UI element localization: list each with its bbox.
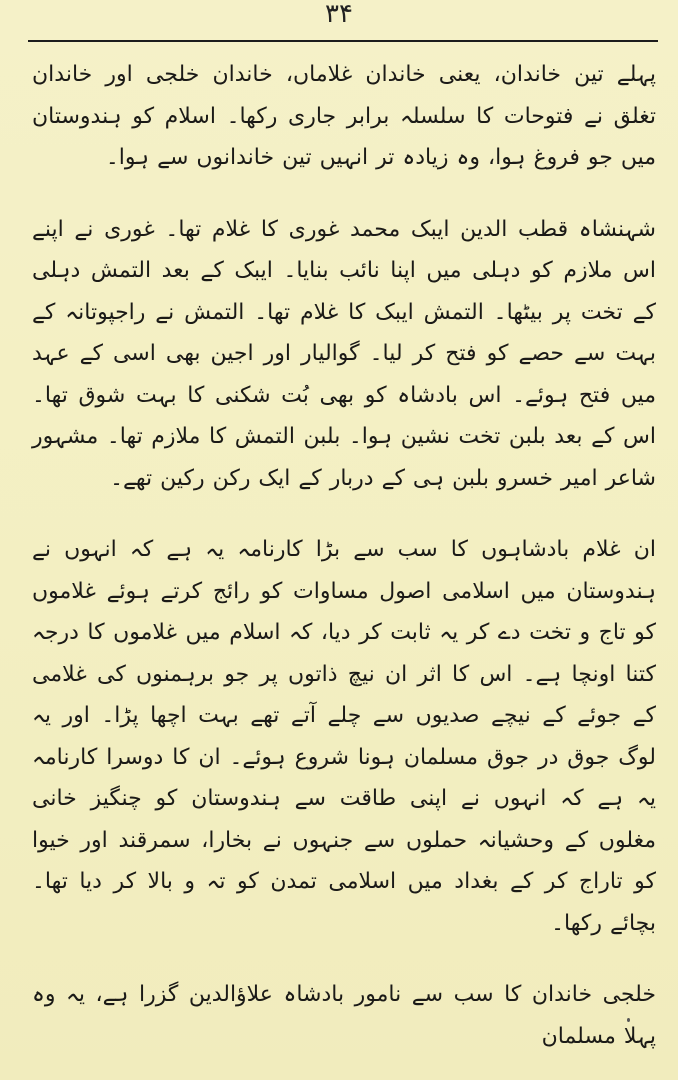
paragraph-aibak-iltutmish-balban: شہنشاہ قطب الدین ایبک محمد غوری کا غلام تھا۔ غوری نے اپنے اس ملازم کو دہلی میں اپنا نائب بنایا۔ ایبک کے بعد التمش دہلی کے تخت پر بیٹھا۔ التمش ایبک کا غلام تھا۔ التمش نے راجپوتانہ کے بہت سے حصے کو فتح کر لیا۔ گوالیار اور اجین بھی اسی کے عہد میں فتح ہوئے۔ اس بادشاہ کو بھی بُت شکنی کا بہت شوق تھا۔ اس کے بعد بلبن تخت نشین ہوا۔ بلبن التمش کا ملازم تھا۔ مشہور شاعر امیر خسرو بلبن ہی کے دربار کے ایک رکن رکین تھے۔ [32,216,656,491]
paragraph-slave-kings-achievements: ان غلام بادشاہوں کا سب سے بڑا کارنامہ یہ ہے کہ انہوں نے ہندوستان میں اسلامی اصول مساوات کو رائج کرتے ہوئے غلاموں کو تاج و تخت دے کر یہ ثابت کر دیا، کہ اسلام میں غلاموں کا درجہ کتنا اونچا ہے۔ اس کا اثر ان نیچ ذاتوں پر جو برہمنوں کی غلامی کے جوئے کے نیچے صدیوں سے چلے آتے تھے بہت اچھا پڑا۔ اور یہ لوگ جوق در جوق مسلمان ہونا شروع ہوئے۔ ان کا دوسرا کارنامہ یہ ہے کہ انہوں نے اپنی طاقت سے ہندوستان کو چنگیز خانی مغلوں کے وحشیانہ حملوں سے جنہوں نے بخارا، سمرقند اور خیوا کو تاراج کر کے بغداد میں اسلامی تمدن کو تہ و بالا کر دیا تھا۔ بچائے رکھا۔ [32,537,656,936]
paper-speck [627,1018,630,1022]
header-rule [28,40,658,42]
body-text [32,54,656,1057]
paragraph-khalji: خلجی خاندان کا سب سے نامور بادشاہ علاؤالدین گزرا ہے، یہ وہ پہلا مسلمان [32,982,656,1049]
page-number: ۳۴ [325,0,353,29]
paragraph-dynasties: پہلے تین خاندان، یعنی خاندان غلاماں، خاندان خلجی اور خاندان تغلق نے فتوحات کا سلسلہ برابر جاری رکھا۔ اسلام کو ہندوستان میں جو فروغ ہوا، وہ زیادہ تر انہیں تین خاندانوں سے ہوا۔ [32,62,656,170]
